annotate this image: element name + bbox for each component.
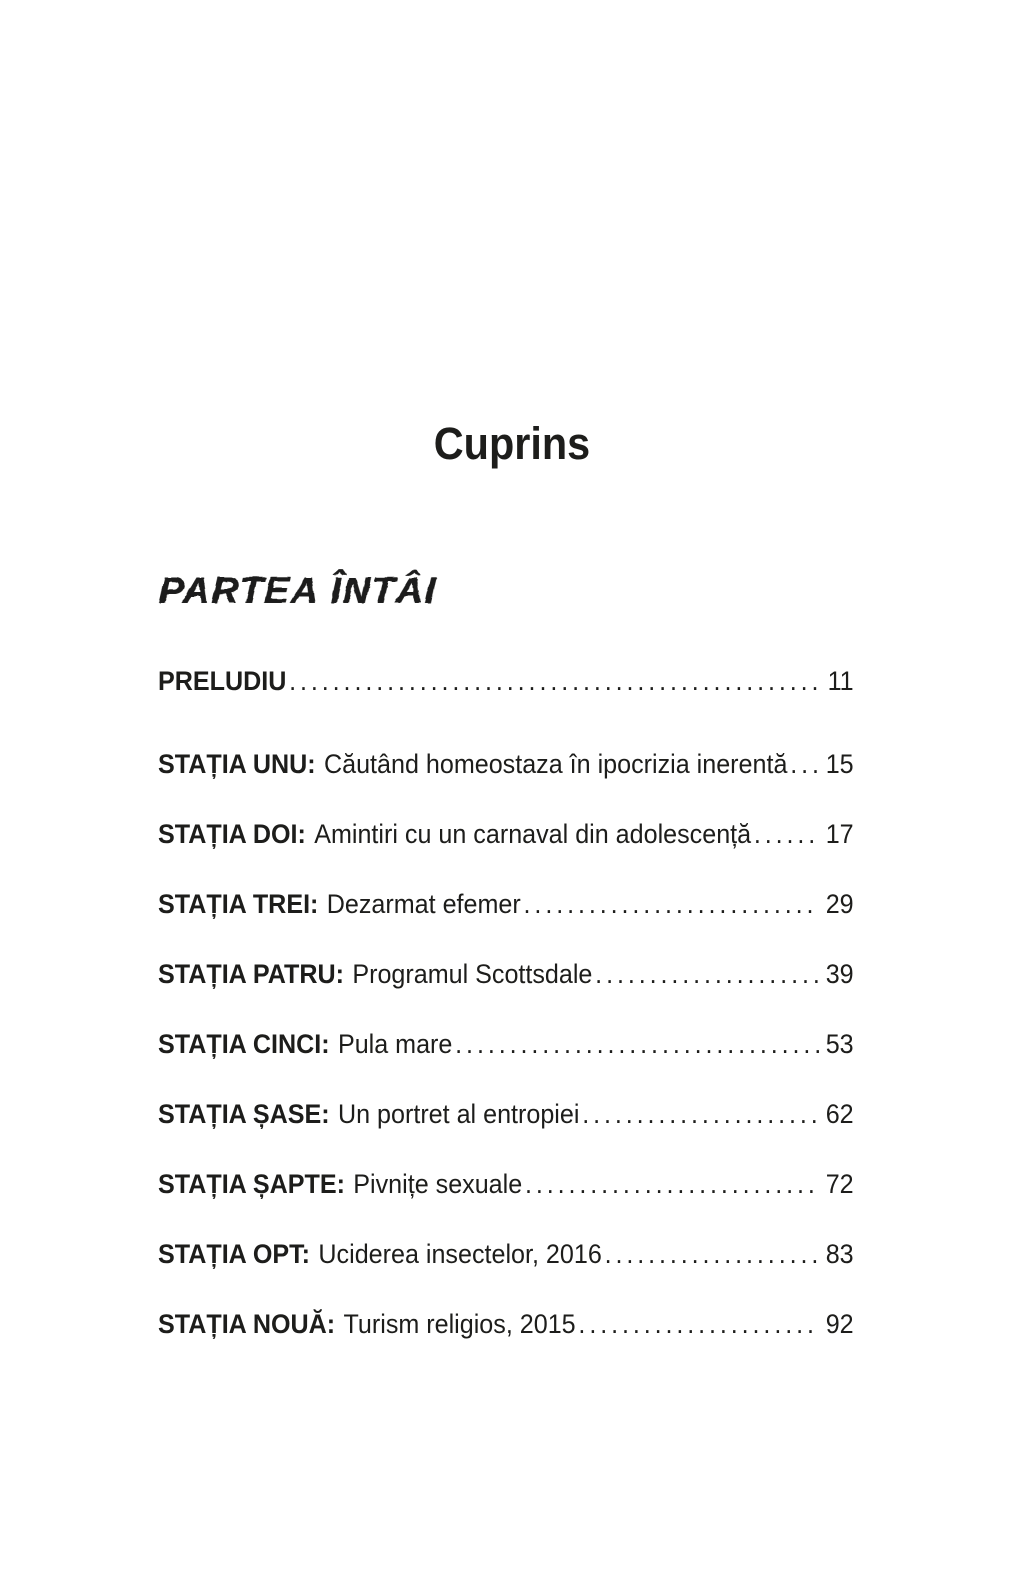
- leader-dots: [524, 887, 820, 921]
- table-of-contents: [158, 570, 854, 1377]
- toc-entry-label: STAȚIA ȘASE:: [158, 1099, 330, 1129]
- toc-entry: [158, 664, 854, 698]
- toc-entry-page-number: 11: [827, 666, 854, 696]
- toc-entry-label: STAȚIA OPT:: [158, 1239, 311, 1269]
- toc-entry-label: PRELUDIU: [158, 666, 287, 696]
- toc-entry-page-number: 29: [825, 889, 854, 919]
- toc-entry: [158, 1237, 854, 1271]
- toc-entry-page-number: 72: [825, 1169, 854, 1199]
- toc-entry-label: STAȚIA ȘAPTE:: [158, 1169, 345, 1199]
- toc-entry-title: Dezarmat efemer: [326, 889, 521, 919]
- toc-entry-label: STAȚIA DOI:: [158, 819, 306, 849]
- page-title: Cuprins: [433, 418, 591, 470]
- leader-dots: [455, 1027, 819, 1061]
- toc-entry: [158, 1097, 854, 1131]
- toc-entry-page-number: 53: [825, 1029, 854, 1059]
- leader-dots: [790, 747, 819, 781]
- toc-entry-label: STAȚIA TREI:: [158, 889, 319, 919]
- toc-entry-title: Pivnițe sexuale: [353, 1169, 523, 1199]
- leader-dots: [595, 957, 819, 991]
- leader-dots: [525, 1167, 819, 1201]
- leader-dots: [582, 1097, 819, 1131]
- toc-entry-title: Pula mare: [337, 1029, 453, 1059]
- toc-entry-title: Amintiri cu un carnaval din adolescență: [314, 819, 752, 849]
- toc-entry-label: STAȚIA PATRU:: [158, 959, 344, 989]
- toc-entry-page-number: 92: [825, 1309, 854, 1339]
- toc-entry-page-number: 62: [825, 1099, 854, 1129]
- leader-dots: [605, 1237, 820, 1271]
- toc-entry: [158, 1027, 854, 1061]
- toc-entry: [158, 957, 854, 991]
- toc-entry: [158, 1167, 854, 1201]
- toc-entry-title: Uciderea insectelor, 2016: [318, 1239, 602, 1269]
- toc-entry: [158, 1307, 854, 1341]
- toc-entry: [158, 747, 854, 781]
- toc-entry-page-number: 39: [825, 959, 854, 989]
- part-heading: PARTEA ÎNTÂI: [158, 570, 438, 611]
- toc-entry-title: Programul Scottsdale: [352, 959, 593, 989]
- toc-entry-page-number: 83: [825, 1239, 854, 1269]
- toc-entry-page-number: 15: [825, 749, 854, 779]
- toc-entry-title: Un portret al entropiei: [337, 1099, 580, 1129]
- toc-entry-label: STAȚIA UNU:: [158, 749, 316, 779]
- toc-entry-page-number: 17: [825, 819, 854, 849]
- toc-entry-title: Turism religios, 2015: [343, 1309, 576, 1339]
- leader-dots: [578, 1307, 819, 1341]
- leader-dots: [754, 817, 819, 851]
- toc-entry-title: Căutând homeostaza în ipocrizia inerentă: [323, 749, 788, 779]
- toc-entry-label: STAȚIA CINCI:: [158, 1029, 330, 1059]
- leader-dots: [289, 664, 821, 698]
- toc-entry: [158, 887, 854, 921]
- toc-entry: [158, 817, 854, 851]
- toc-entry-label: STAȚIA NOUĂ:: [158, 1309, 336, 1339]
